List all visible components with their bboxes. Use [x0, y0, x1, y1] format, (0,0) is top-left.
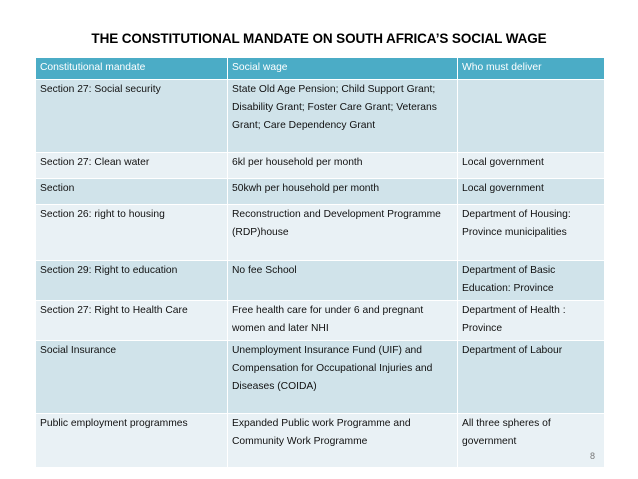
cell-who-delivers: Local government [458, 153, 605, 179]
table-row [36, 301, 605, 341]
table-row [36, 261, 605, 301]
cell-mandate: Section 27: Right to Health Care [36, 301, 228, 341]
cell-social-wage: Free health care for under 6 and pregnant women and later NHI [228, 301, 458, 341]
cell-who-delivers: Department of Health : Province [458, 301, 605, 341]
cell-mandate: Section 26: right to housing [36, 205, 228, 261]
cell-mandate: Section [36, 179, 228, 205]
header-constitutional-mandate: Constitutional mandate [36, 58, 228, 80]
header-who-must-deliver: Who must deliver [458, 58, 605, 80]
table-row [36, 414, 605, 468]
cell-social-wage: Reconstruction and Development Programme (RDP)house [228, 205, 458, 261]
cell-social-wage: No fee School [228, 261, 458, 301]
cell-who-delivers: All three spheres of government [458, 414, 605, 468]
cell-social-wage: Unemployment Insurance Fund (UIF) and Compensation for Occupational Injuries and Diseases (COIDA) [228, 341, 458, 414]
cell-who-delivers: Department of Basic Education: Province [458, 261, 605, 301]
cell-mandate: Section 29: Right to education [36, 261, 228, 301]
cell-who-delivers: Department of Labour [458, 341, 605, 414]
table-header-row [36, 58, 605, 80]
cell-social-wage: Expanded Public work Programme and Community Work Programme [228, 414, 458, 468]
cell-mandate: Public employment programmes [36, 414, 228, 468]
cell-mandate: Section 27: Clean water [36, 153, 228, 179]
cell-mandate: Social Insurance [36, 341, 228, 414]
page-number: 8 [590, 451, 596, 461]
slide-title: THE CONSTITUTIONAL MANDATE ON SOUTH AFRICA’S SOCIAL WAGE [91, 31, 547, 46]
cell-social-wage: 50kwh per household per month [228, 179, 458, 205]
cell-social-wage: 6kl per household per month [228, 153, 458, 179]
cell-who-delivers: Local government [458, 179, 605, 205]
social-wage-table [35, 57, 605, 468]
table-row [36, 205, 605, 261]
table-row [36, 80, 605, 153]
cell-social-wage: State Old Age Pension; Child Support Grant; Disability Grant; Foster Care Grant; Veterans Grant; Care Dependency Grant [228, 80, 458, 153]
cell-who-delivers: Department of Housing: Province municipalities [458, 205, 605, 261]
cell-who-delivers [458, 80, 605, 153]
table-row [36, 153, 605, 179]
table-row [36, 179, 605, 205]
table-row [36, 341, 605, 414]
cell-mandate: Section 27: Social security [36, 80, 228, 153]
header-social-wage: Social wage [228, 58, 458, 80]
